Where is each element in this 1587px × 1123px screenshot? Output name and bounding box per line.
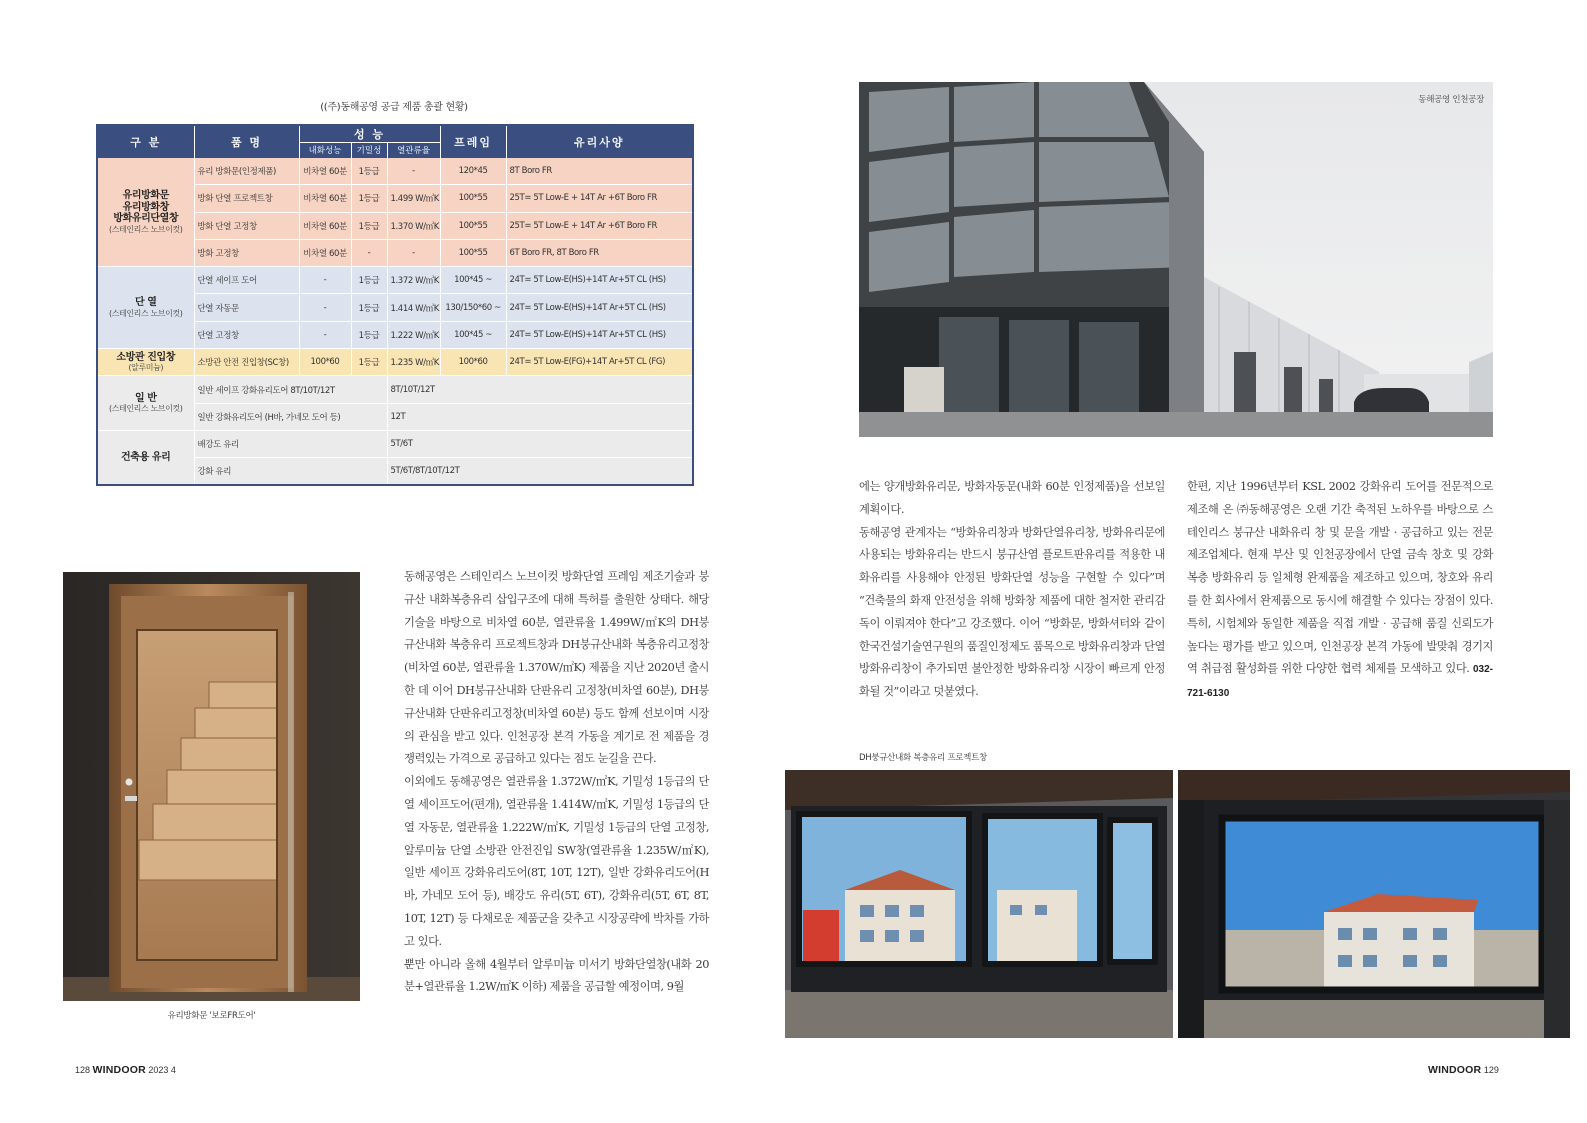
group-cell-building-glass (97, 430, 194, 485)
cell-glass: 24T= 5T Low-E(HS)+14T Ar+5T CL (HS) (506, 267, 693, 294)
table-row (97, 376, 693, 403)
group-subtitle: (스테인리스 노브이컷) (108, 404, 183, 414)
table-row (97, 349, 693, 376)
cell-product: 단열 세이프 도어 (194, 267, 299, 294)
cell-thermal: 1.372 W/㎡K (387, 267, 440, 294)
magazine-name-right: WINDOOR (1428, 1064, 1482, 1076)
cell-fire: - (299, 267, 351, 294)
header-glass: 유리사양 (506, 125, 693, 158)
cell-thermal: - (387, 239, 440, 266)
cell-frame: 130/150*60 ~ (440, 294, 506, 321)
group-subtitle: (알루미늄) (128, 363, 164, 373)
header-product: 품 명 (194, 125, 299, 158)
product-spec-table (96, 124, 694, 486)
cell-frame: 100*55 (440, 212, 506, 239)
header-frame: 프레임 (440, 125, 506, 158)
cell-frame: 100*45 ~ (440, 321, 506, 348)
cell-product: 일반 세이프 강화유리도어 8T/10T/12T (194, 376, 387, 403)
cell-glass: 5T/6T (387, 430, 693, 457)
header-performance: 성 능 (299, 125, 440, 143)
cell-airtight: 1등급 (351, 294, 387, 321)
group-title: 일 반 (134, 392, 157, 404)
cell-frame: 100*60 (440, 349, 506, 376)
cell-thermal: 1.499 W/㎡K (387, 185, 440, 212)
paragraph: 에는 양개방화유리문, 방화자동문(내화 60분 인정제품)을 선보일 계획이다. (859, 480, 1165, 516)
cell-glass: 24T= 5T Low-E(HS)+14T Ar+5T CL (HS) (506, 321, 693, 348)
cell-product: 강화 유리 (194, 458, 387, 485)
factory-illustration (859, 82, 1493, 437)
article-column-right (1187, 476, 1493, 706)
cell-glass: 8T/10T/12T (387, 376, 693, 403)
window-photo-left (785, 770, 1173, 1038)
cell-thermal: - (387, 158, 440, 185)
header-airtight: 기밀성 (351, 143, 387, 158)
cell-frame: 100*55 (440, 185, 506, 212)
window-photo-right (1178, 770, 1570, 1038)
table-caption: ((주)동해공영 공급 제품 총괄 현황) (320, 102, 468, 113)
page-number-right: 129 (1483, 1065, 1499, 1075)
cell-frame: 100*55 (440, 239, 506, 266)
issue-label: 2023 4 (148, 1065, 176, 1075)
paragraph: 동해공영 관계자는 “방화유리창과 방화단열유리창, 방화유리문에 사용되는 방화유리는 반드시 붕규산염 플로트판유리를 적용한 내화유리를 사용해야 안정된 방화단열 성능을 구현할 수 있다”며 “건축물의 화재 안전성을 위해 방화창 제품에 대한 철저한 관리감독이 이뤄져야 한다”고 강조했다. 이어 “방화문, 방화셔터와 같이 한국건설기술연구원의 품질인정제도 품목으로 방화유리창과 단열방화유리창이 추가되면 불안정한 방화유리창 시장이 빠르게 안정화될 것”이라고 덧붙였다. (859, 525, 1165, 699)
group-subtitle: (스테인리스 노브이컷) (108, 224, 183, 234)
fire-door-illustration (63, 572, 360, 1001)
cell-fire: 비차열 60분 (299, 212, 351, 239)
group-cell-insulation (97, 267, 194, 349)
cell-product: 소방관 안전 진입창(SC창) (194, 349, 299, 376)
group-cell-firefighter (97, 349, 194, 376)
project-window-open-illustration (1178, 770, 1570, 1038)
paragraph: 이외에도 동해공영은 열관류율 1.372W/㎡K, 기밀성 1등급의 단열 세이프도어(편개), 열관류율 1.414W/㎡K, 기밀성 1등급의 단열 자동문, 열관류율 1.222W/㎡K, 기밀성 1등급의 단열 고정창, 알루미늄 단열 소방관 안전진입 SW창(열관류율 1.235W/㎡K), 일반 세이프 강화유리도어(8T, 10T, 12T), 일반 강화유리도어(H바, 가네모 도어 등), 배강도 유리(5T, 6T), 강화유리(5T, 6T, 8T, 10T, 12T) 등 다채로운 제품군을 갖추고 시장공략에 박차를 가하고 있다. (404, 775, 709, 948)
factory-photo (859, 82, 1493, 437)
cell-product: 단열 고정창 (194, 321, 299, 348)
cell-thermal: 1.235 W/㎡K (387, 349, 440, 376)
cell-glass: 6T Boro FR, 8T Boro FR (506, 239, 693, 266)
cell-fire: 비차열 60분 (299, 185, 351, 212)
cell-product: 유리 방화문(인정제품) (194, 158, 299, 185)
page-number-left: 128 (75, 1065, 91, 1075)
cell-glass: 12T (387, 403, 693, 430)
cell-thermal: 1.414 W/㎡K (387, 294, 440, 321)
cell-airtight: 1등급 (351, 349, 387, 376)
group-subtitle: (스테인리스 노브이컷) (108, 308, 183, 318)
cell-frame: 120*45 (440, 158, 506, 185)
group-cell-general (97, 376, 194, 431)
cell-fire: 비차열 60분 (299, 239, 351, 266)
header-division: 구 분 (97, 125, 194, 158)
cell-fire: - (299, 294, 351, 321)
cell-airtight: 1등급 (351, 212, 387, 239)
table-row (97, 267, 693, 294)
cell-glass: 24T= 5T Low-E(FG)+14T Ar+5T CL (FG) (506, 349, 693, 376)
folio-right (1428, 1064, 1499, 1076)
paragraph: 동해공영은 스테인리스 노브이컷 방화단열 프레임 제조기술과 붕규산 내화복층유리 삽입구조에 대해 특허를 출원한 상태다. 해당 기술을 바탕으로 비차열 60분, 열관류율 1.499W/㎡K의 DH붕규산내화 복층유리 프로젝트창과 DH붕규산내화 복층유리고정창(비차열 60분, 열관류율 1.370W/㎡K) 제품을 지난 2020년 출시한 데 이어 DH붕규산내화 단판유리 고정창(비차열 60분), DH붕규산내화 단판유리고정창(비차열 60분) 등도 함께 선보이며 시장의 관심을 받고 있다. 인천공장 본격 가동을 계기로 전 제품을 경쟁력있는 가격으로 공급하고 있다는 점도 눈길을 끈다. (404, 570, 709, 766)
cell-fire: - (299, 321, 351, 348)
group-title: 유리방화문 유리방화창 방화유리단열창 (113, 190, 179, 224)
magazine-name-left: WINDOOR (92, 1064, 146, 1076)
cell-product: 배강도 유리 (194, 430, 387, 457)
cell-product: 단열 자동문 (194, 294, 299, 321)
phone-number: 032-721-6130 (1187, 664, 1493, 700)
article-column-left (404, 566, 709, 999)
cell-airtight: 1등급 (351, 185, 387, 212)
group-title: 단 열 (134, 297, 157, 309)
cell-glass: 8T Boro FR (506, 158, 693, 185)
paragraph: 뿐만 아니라 올해 4월부터 알루미늄 미서기 방화단열창(내화 20분+열관류율 1.2W/㎡K 이하) 제품을 공급할 예정이며, 9월 (404, 957, 709, 994)
cell-airtight: 1등급 (351, 267, 387, 294)
table-row (97, 430, 693, 457)
door-photo (63, 572, 360, 1001)
header-fire: 내화성능 (299, 143, 351, 158)
cell-glass: 5T/6T/8T/10T/12T (387, 458, 693, 485)
cell-product: 방화 단열 고정창 (194, 212, 299, 239)
group-title: 소방관 진입창 (116, 351, 176, 363)
article-column-middle (859, 476, 1165, 704)
cell-fire: 비차열 60분 (299, 158, 351, 185)
cell-glass: 25T= 5T Low-E + 14T Ar +6T Boro FR (506, 185, 693, 212)
table-row (97, 158, 693, 185)
project-window-illustration (785, 770, 1173, 1038)
cell-thermal: 1.370 W/㎡K (387, 212, 440, 239)
cell-airtight: - (351, 239, 387, 266)
windows-photo-caption: DH붕규산내화 복층유리 프로젝트창 (859, 753, 987, 763)
cell-airtight: 1등급 (351, 158, 387, 185)
group-cell-fire-glass (97, 158, 194, 267)
cell-fire: 100*60 (299, 349, 351, 376)
cell-product: 방화 고정창 (194, 239, 299, 266)
cell-airtight: 1등급 (351, 321, 387, 348)
cell-product: 일반 강화유리도어 (H바, 가네모 도어 등) (194, 403, 387, 430)
factory-photo-caption: 동해공영 인천공장 (1418, 95, 1484, 105)
cell-product: 방화 단열 프로젝트창 (194, 185, 299, 212)
cell-glass: 25T= 5T Low-E + 14T Ar +6T Boro FR (506, 212, 693, 239)
cell-thermal: 1.222 W/㎡K (387, 321, 440, 348)
paragraph (1187, 476, 1493, 706)
paragraph-text: 한편, 지난 1996년부터 KSL 2002 강화유리 도어를 전문적으로 제조해 온 ㈜동해공영은 오랜 기간 축적된 노하우를 바탕으로 스테인리스 붕규산 내화유리 창 및 문을 개발 · 공급하고 있는 전문 제조업체다. 현재 부산 및 인천공장에서 단열 금속 창호 및 강화 복층 방화유리 등 일체형 완제품을 제조하고 있으며, 창호와 유리를 한 회사에서 완제품으로 동시에 해결할 수 있다는 장점이 있다. 특히, 시험체와 동일한 제품을 직접 개발 · 공급해 품질 신뢰도가 높다는 평가를 받고 있으며, 인천공장 본격 가동에 발맞춰 경기지역 취급점 활성화를 위한 다양한 협력 체제를 모색하고 있다. (1187, 480, 1493, 676)
folio-left (75, 1064, 176, 1076)
header-thermal: 열관류율 (387, 143, 440, 158)
cell-frame: 100*45 ~ (440, 267, 506, 294)
cell-glass: 24T= 5T Low-E(HS)+14T Ar+5T CL (HS) (506, 294, 693, 321)
door-photo-caption: 유리방화문 '보로FR도어' (167, 1011, 256, 1021)
group-title: 건축용 유리 (121, 451, 171, 463)
